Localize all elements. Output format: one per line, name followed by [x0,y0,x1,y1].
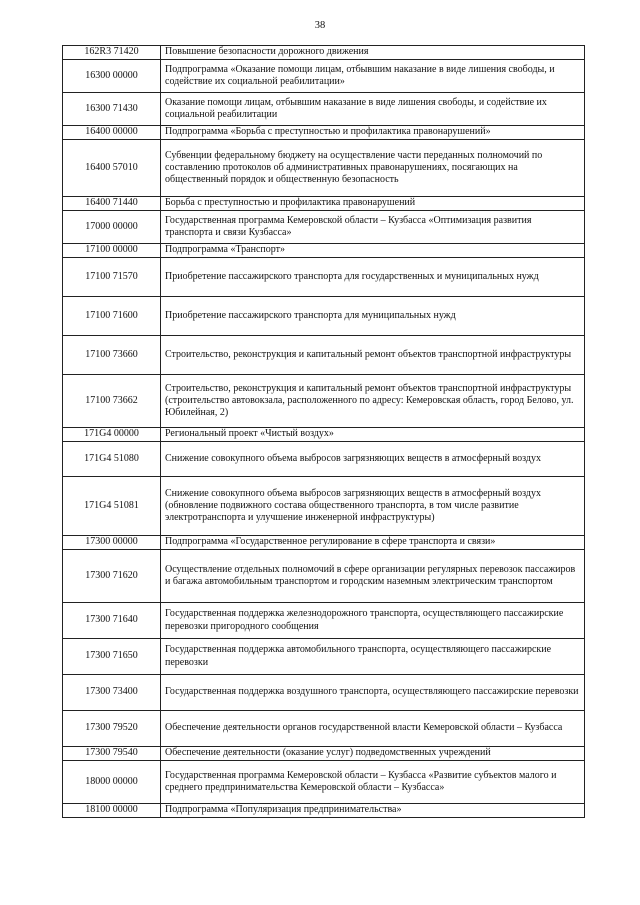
budget-classification-table [62,45,585,818]
row-description: Подпрограмма «Транспорт» [161,244,585,258]
row-code: 18100 00000 [63,804,161,818]
row-description: Субвенции федеральному бюджету на осуществление части переданных полномочий по составлению протоколов об административных правонарушениях, посягающих на общественный порядок и общественную безопасность [161,140,585,197]
row-code: 17100 71570 [63,258,161,297]
row-code: 171G4 51080 [63,442,161,477]
row-description: Строительство, реконструкция и капитальный ремонт объектов транспортной инфраструктуры [161,336,585,375]
row-code: 17300 71620 [63,550,161,603]
row-description: Обеспечение деятельности органов государственной власти Кемеровской области – Кузбасса [161,711,585,747]
row-description: Государственная поддержка железнодорожного транспорта, осуществляющего пассажирские перевозки пригородного сообщения [161,603,585,639]
row-code: 16300 00000 [63,60,161,93]
row-description: Подпрограмма «Государственное регулирование в сфере транспорта и связи» [161,536,585,550]
row-description: Приобретение пассажирского транспорта для муниципальных нужд [161,297,585,336]
table-row [63,639,585,675]
row-description: Подпрограмма «Популяризация предпринимательства» [161,804,585,818]
row-code: 17100 73660 [63,336,161,375]
row-code: 17300 00000 [63,536,161,550]
table-row [63,244,585,258]
row-description: Государственная программа Кемеровской области – Кузбасса «Оптимизация развития транспорта и связи Кузбасса» [161,211,585,244]
row-code: 17000 00000 [63,211,161,244]
row-code: 18000 00000 [63,761,161,804]
page-number: 38 [314,20,326,31]
table-row [63,428,585,442]
table-row [63,93,585,126]
table-row [63,747,585,761]
row-code: 17300 79540 [63,747,161,761]
row-description: Государственная программа Кемеровской области – Кузбасса «Развитие субъектов малого и среднего предпринимательства Кемеровской области – Кузбасса» [161,761,585,804]
row-code: 17300 71640 [63,603,161,639]
row-code: 17300 79520 [63,711,161,747]
row-description: Приобретение пассажирского транспорта для государственных и муниципальных нужд [161,258,585,297]
row-description: Подпрограмма «Оказание помощи лицам, отбывшим наказание в виде лишения свободы, и содействие их социальной реабилитации» [161,60,585,93]
table-row [63,550,585,603]
row-code: 171G4 00000 [63,428,161,442]
row-code: 17100 00000 [63,244,161,258]
row-description: Строительство, реконструкция и капитальный ремонт объектов транспортной инфраструктуры (строительство автовокзала, расположенного по адресу: Кемеровская область, город Белово, ул. Юбилейная, 2) [161,375,585,428]
table-row [63,197,585,211]
table-row [63,477,585,536]
row-code: 16400 00000 [63,126,161,140]
row-code: 171G4 51081 [63,477,161,536]
table-row [63,297,585,336]
row-description: Снижение совокупного объема выбросов загрязняющих веществ в атмосферный воздух [161,442,585,477]
row-description: Государственная поддержка воздушного транспорта, осуществляющего пассажирские перевозки [161,675,585,711]
row-description: Региональный проект «Чистый воздух» [161,428,585,442]
table-row [63,211,585,244]
table-row [63,804,585,818]
table-row [63,675,585,711]
row-description: Повышение безопасности дорожного движения [161,46,585,60]
row-code: 17100 71600 [63,297,161,336]
row-description: Государственная поддержка автомобильного транспорта, осуществляющего пассажирские перевозки [161,639,585,675]
row-description: Снижение совокупного объема выбросов загрязняющих веществ в атмосферный воздух (обновление подвижного состава общественного транспорта, в том числе развитие электротранспорта и улучшение инженерной инфраструктуры) [161,477,585,536]
table-row [63,375,585,428]
row-description: Борьба с преступностью и профилактика правонарушений [161,197,585,211]
table-row [63,442,585,477]
table-row [63,603,585,639]
table-row [63,126,585,140]
table-row [63,46,585,60]
row-code: 17100 73662 [63,375,161,428]
table-row [63,536,585,550]
table-row [63,761,585,804]
row-code: 16400 57010 [63,140,161,197]
row-code: 16400 71440 [63,197,161,211]
row-code: 17300 71650 [63,639,161,675]
table-row [63,711,585,747]
table-row [63,336,585,375]
table-row [63,140,585,197]
table-row [63,60,585,93]
row-code: 16300 71430 [63,93,161,126]
row-description: Оказание помощи лицам, отбывшим наказание в виде лишения свободы, и содействие их социальной реабилитации [161,93,585,126]
row-description: Обеспечение деятельности (оказание услуг) подведомственных учреждений [161,747,585,761]
row-code: 17300 73400 [63,675,161,711]
row-code: 162R3 71420 [63,46,161,60]
row-description: Осуществление отдельных полномочий в сфере организации регулярных перевозок пассажиров и багажа автомобильным транспортом и городским наземным электрическим транспортом [161,550,585,603]
row-description: Подпрограмма «Борьба с преступностью и профилактика правонарушений» [161,126,585,140]
table-row [63,258,585,297]
